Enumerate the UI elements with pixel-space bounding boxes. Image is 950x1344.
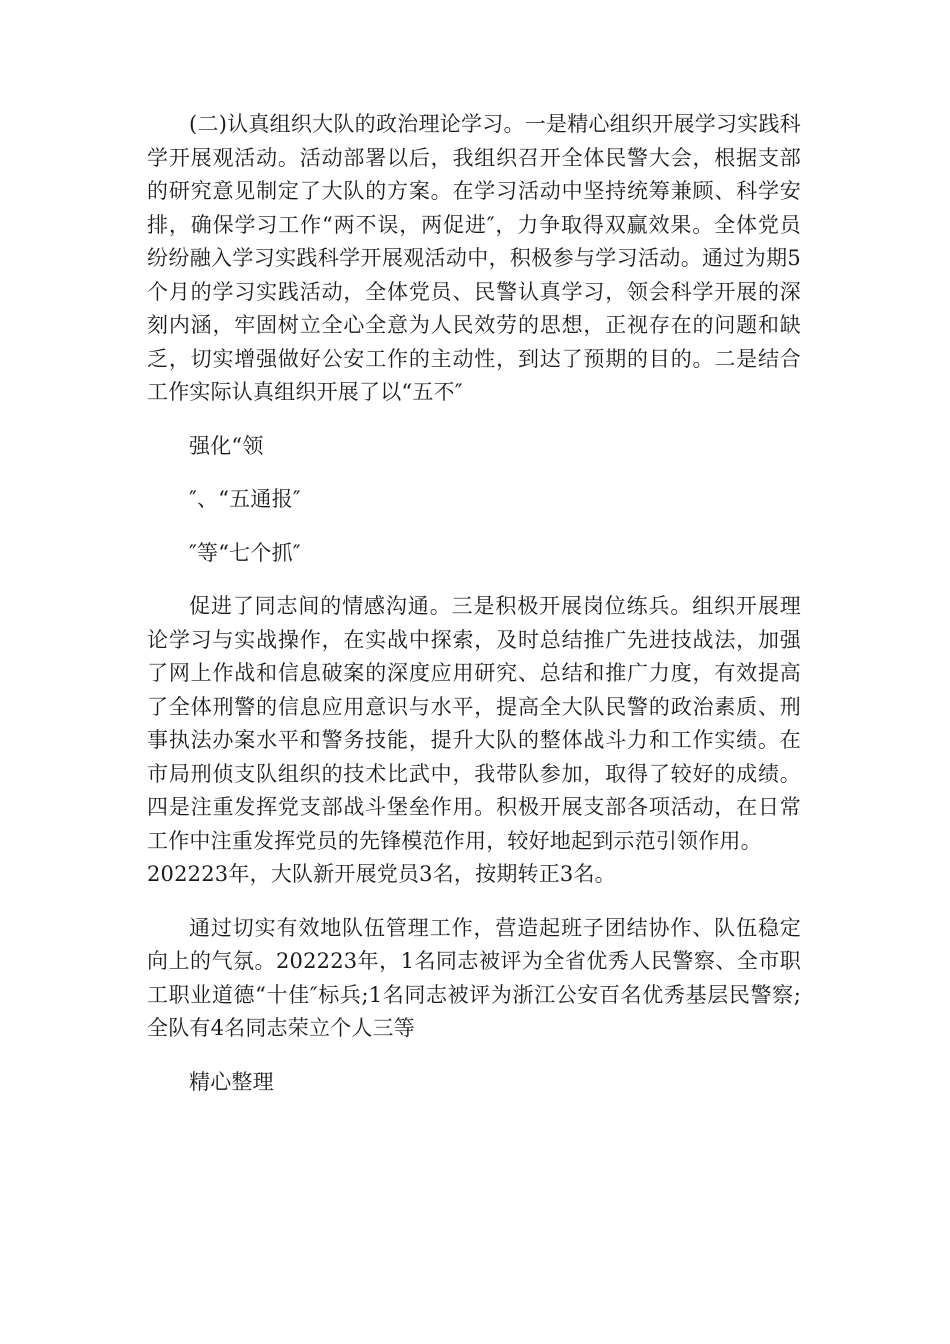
paragraph-fragment-five-reports: ″、“五通报″ [189, 487, 301, 511]
document-body [147, 108, 801, 1099]
paragraph-skills-training: 促进了同志间的情感沟通。三是积极开展岗位练兵。组织开展理论学习与实战操作，在实战中探索，及时总结推广先进技战法，加强了网上作战和信息破案的深度应用研究、总结和推广力度，有效提高了全体刑警的信息应用意识与水平，提高全大队民警的政治素质、刑事执法办案水平和警务技能，提升大队的整体战斗力和工作实绩。在市局刑侦支队组织的技术比武中，我带队参加，取得了较好的成绩。四是注重发挥党支部战斗堡垒作用。积极开展支部各项活动，在日常工作中注重发挥党员的先锋模范作用，较好地起到示范引领作用。 [147, 594, 801, 853]
paragraph-fragment-lead: 强化“领 [189, 433, 264, 458]
paragraph-political-study: (二)认真组织大队的政治理论学习。一是精心组织开展学习实践科学开展观活动。活动部署以后，我组织召开全体民警大会，根据支部的研究意见制定了大队的方案。在学习活动中坚持统筹兼顾、科学安排，确保学习工作“两不误，两促进″，力争取得双赢效果。全体党员纷纷融入学习实践科学开展观活动中，积极参与学习活动。通过为期5个月的学习实践活动，全体党员、民警认真学习，领会科学开展的深刻内涵，牢固树立全心全意为人民效劳的思想，正视存在的问题和缺乏，切实增强做好公安工作的主动性，到达了预期的目的。二是结合工作实际认真组织开展了以“五不″ [147, 112, 801, 404]
paragraph-fragment-seven-grasps: ″等“七个抓″ [189, 540, 301, 565]
paragraph-team-management: 通过切实有效地队伍管理工作，营造起班子团结协作、队伍稳定向上的气氛。202223年，1名同志被评为全省优秀人民警察、全市职工职业道德“十佳″标兵;1名同志被评为浙江公安百名优秀基层民警察;全队有4名同志荣立个人三等 [147, 915, 801, 1040]
paragraph-footer-note: 精心整理 [189, 1069, 274, 1094]
paragraph-party-members: 202223年，大队新开展党员3名，按期转正3名。 [147, 862, 616, 886]
